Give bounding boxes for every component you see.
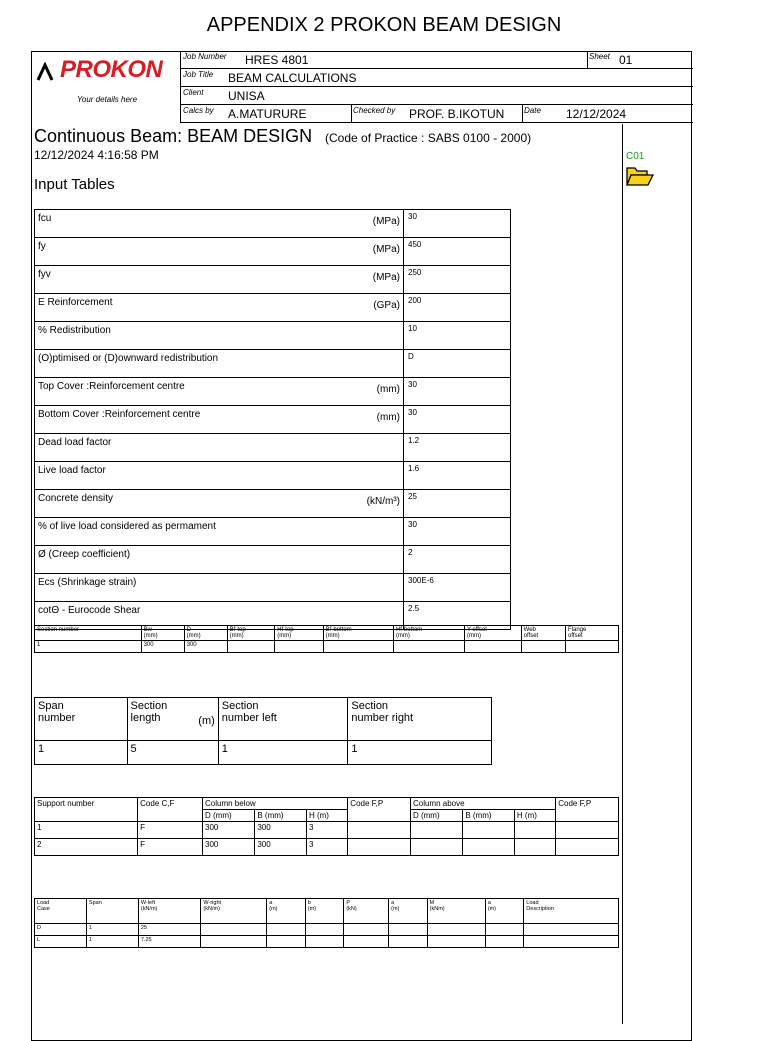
table-cell[interactable]: 300 [203,839,255,856]
column-header: Support number [35,798,138,822]
column-header [348,698,492,741]
input-label: Concrete density [38,493,114,504]
column-header [267,899,306,924]
column-header-text: length [130,712,161,724]
input-label-cell [35,546,404,574]
date: 12/12/2024 [566,107,627,121]
column-header-text: W-left [140,900,156,906]
table-cell[interactable] [344,936,389,948]
table-cell[interactable]: 3 [306,839,347,856]
calcs-row [181,105,693,123]
input-unit: (mm) [376,384,400,395]
table-cell[interactable] [389,936,428,948]
section-table [34,625,619,653]
column-header-text: Flange [568,627,587,633]
calcs-by-label: Calcs by [183,106,214,115]
table-cell[interactable] [348,822,411,839]
column-header-text: Section [221,700,259,712]
input-value[interactable]: 30 [404,378,511,406]
column-header [138,899,201,924]
table-cell[interactable]: 1 [35,741,128,765]
table-cell[interactable] [305,924,344,936]
table-cell[interactable] [485,924,524,936]
input-unit: (MPa) [372,216,400,227]
column-header-text: Section [130,700,168,712]
table-cell[interactable]: 300 [184,641,227,653]
client-label: Client [183,88,204,97]
input-label: Top Cover :Reinforcement centre [38,381,185,392]
input-label: fyv [38,269,51,280]
client-name: UNISA [228,89,265,103]
column-header [227,626,275,641]
column-header-text: (m) [487,906,496,912]
column-header [427,899,485,924]
column-header-text: (mm) [143,633,158,639]
column-header-text: Hf-bottom [395,627,423,633]
table-cell[interactable]: 1 [86,936,138,948]
input-row [35,574,511,602]
job-title: BEAM CALCULATIONS [228,71,357,85]
input-row [35,322,511,350]
input-value[interactable]: 30 [404,406,511,434]
checked-by: PROF. B.IKOTUN [409,107,505,121]
table-cell[interactable]: 1 [35,641,142,653]
column-header [184,626,227,641]
table-cell[interactable]: D [35,924,87,936]
input-label: % of live load considered as permament [38,521,216,532]
input-value[interactable]: 10 [404,322,511,350]
column-header-text: (mm) [325,633,340,639]
column-header-text: Description [526,906,554,912]
table-cell[interactable] [305,936,344,948]
table-cell[interactable]: 3 [306,822,347,839]
input-row [35,266,511,294]
span-table [34,697,492,765]
table-cell[interactable]: 300 [141,641,184,653]
date-label: Date [524,106,541,115]
input-unit: (GPa) [373,300,400,311]
column-header-text: Hf-top [277,627,294,633]
input-value[interactable]: 1.2 [404,434,511,462]
input-row [35,238,511,266]
column-header-text: D [186,627,191,633]
support-table [34,797,619,856]
input-label-cell [35,350,404,378]
column-header: H (m) [306,810,347,822]
input-label-cell [35,322,404,350]
table-cell[interactable] [464,641,521,653]
column-header-text: (mm) [229,633,244,639]
column-header-text: Web [523,627,536,633]
column-header-text: a [269,900,273,906]
table-cell[interactable]: 1 [348,741,492,765]
column-header [35,698,128,741]
input-table [34,209,511,630]
input-row [35,406,511,434]
input-label: Ecs (Shrinkage strain) [38,577,137,588]
main-title: Continuous Beam: BEAM DESIGN [34,126,313,146]
column-header: Code F,P [348,798,411,822]
table-cell[interactable] [227,641,275,653]
input-label: cotΘ - Eurocode Shear [38,605,141,616]
table-cell[interactable]: 1 [86,924,138,936]
table-cell[interactable] [485,936,524,948]
input-label: % Redistribution [38,325,111,336]
column-header-text: Bf-top [229,627,246,633]
table-cell[interactable]: 300 [255,822,307,839]
input-value[interactable]: 2 [404,546,511,574]
logo-tagline: Your details here [77,95,138,104]
input-unit: (mm) [376,412,400,423]
job-number-label: Job Number [183,52,227,61]
column-header: D (mm) [410,810,462,822]
input-value[interactable]: 1.6 [404,462,511,490]
column-header: Code F,P [556,798,619,822]
column-header-text: Load [37,900,50,906]
calcs-by: A.MATURURE [228,107,307,121]
column-header-text: (kNm) [429,906,445,912]
column-header-text: b [307,900,311,906]
column-header [389,899,428,924]
input-row [35,350,511,378]
job-title-row [181,69,693,87]
input-value[interactable]: 200 [404,294,511,322]
prokon-logo-icon [36,62,60,82]
column-header-text: (kN/m) [203,906,220,912]
input-row [35,490,511,518]
input-label-cell [35,210,404,238]
column-header: B (mm) [255,810,307,822]
code-of-practice: (Code of Practice : SABS 0100 - 2000) [325,131,532,145]
column-header [521,626,565,641]
column-header-text: (m) [391,906,400,912]
table-cell[interactable]: F [138,839,203,856]
table-cell[interactable] [393,641,464,653]
input-row [35,518,511,546]
column-header [218,698,348,741]
column-header-text: number right [351,712,414,724]
table-cell[interactable] [201,936,267,948]
table-row [35,936,619,948]
column-header-text: Bf-bottom [325,627,352,633]
input-value[interactable]: D [404,350,511,378]
input-label: fcu [38,213,52,224]
column-header [524,899,619,924]
column-header-text: (mm) [277,633,292,639]
column-header [201,899,267,924]
column-header-text: (kN) [346,906,357,912]
table-cell[interactable]: F [138,822,203,839]
column-header-text: Case [37,906,50,912]
column-header-text: (m) [307,906,317,912]
table-cell[interactable]: 300 [203,822,255,839]
column-header-text: offset [568,633,583,639]
column-header: B (mm) [463,810,515,822]
column-header-text: Span [88,900,102,906]
column-header [566,626,619,641]
column-header [485,899,524,924]
column-header-text: (mm) [186,633,201,639]
input-label-cell [35,574,404,602]
input-label-cell [35,294,404,322]
table-cell[interactable] [524,936,619,948]
column-header [35,626,142,641]
column-header-text: (mm) [466,633,481,639]
input-row [35,294,511,322]
input-label: Live load factor [38,465,106,476]
column-header: Code C,F [138,798,203,822]
table-cell[interactable] [344,924,389,936]
job-number: HRES 4801 [245,53,309,67]
input-row [35,378,511,406]
table-cell[interactable] [463,839,515,856]
input-label-cell [35,406,404,434]
column-header [344,899,389,924]
table-cell[interactable] [348,839,411,856]
table-cell[interactable] [323,641,393,653]
input-row [35,546,511,574]
side-tag: C01 [626,151,645,162]
table-cell[interactable] [389,924,428,936]
column-header-text: number [38,712,76,724]
table-cell[interactable]: 1 [35,822,138,839]
title-block [180,51,693,123]
column-header [127,698,218,741]
column-header-text: (kN/m) [140,906,158,912]
table-cell[interactable] [524,924,619,936]
input-unit: (kN/m³) [366,496,400,507]
table-row [35,641,619,653]
column-header-text: offset [523,633,539,639]
column-header [35,899,87,924]
column-header-text: number left [221,712,277,724]
sheet-label: Sheet [589,52,610,61]
column-header-text: a [391,900,395,906]
table-row [35,839,619,856]
client-row [181,87,693,105]
column-header-text: Section [351,700,389,712]
column-header: D (mm) [203,810,255,822]
input-label-cell [35,518,404,546]
input-value[interactable]: 2.5 [404,602,511,630]
input-label: Ø (Creep coefficient) [38,549,131,560]
input-value[interactable]: 30 [404,518,511,546]
page-title: APPENDIX 2 PROKON BEAM DESIGN [206,14,562,36]
column-header: H (m) [514,810,555,822]
input-label-cell [35,434,404,462]
column-header-text: W-right [203,900,222,906]
table-cell[interactable] [556,839,619,856]
table-cell[interactable] [410,822,462,839]
table-cell[interactable] [427,924,485,936]
table-row [35,924,619,936]
job-title-label: Job Title [183,70,214,79]
input-value[interactable]: 25 [404,490,511,518]
column-header-text: M [429,900,435,906]
input-label: (O)ptimised or (D)ownward redistribution [38,353,219,364]
table-cell[interactable] [521,641,565,653]
margin-divider [622,124,623,1024]
column-header-text: (m) [198,715,215,727]
table-cell[interactable]: 2 [35,839,138,856]
table-cell[interactable]: 1 [218,741,348,765]
timestamp: 12/12/2024 4:16:58 PM [34,148,159,162]
column-header: Column below [203,798,348,810]
column-header [464,626,521,641]
input-label: Dead load factor [38,437,112,448]
table-cell[interactable] [267,936,306,948]
column-header-text: P [346,900,350,906]
input-unit: (MPa) [372,272,400,283]
column-header [323,626,393,641]
sheet-number: 01 [619,53,633,67]
header-row [35,798,619,810]
table-cell[interactable]: 300 [255,839,307,856]
input-label-cell [35,462,404,490]
column-header [393,626,464,641]
column-header [86,899,138,924]
column-header-text: Load [526,900,539,906]
column-header-text: Y-offset [466,627,487,633]
input-unit: (MPa) [372,244,400,255]
table-cell[interactable] [275,641,323,653]
table-cell[interactable] [201,924,267,936]
table-cell[interactable] [463,822,515,839]
input-label-cell [35,266,404,294]
column-header [275,626,323,641]
input-row [35,434,511,462]
table-cell[interactable]: 25 [138,924,201,936]
column-header: Column above [410,798,555,810]
input-label-cell [35,238,404,266]
column-header-text: (mm) [395,633,410,639]
table-cell[interactable] [427,936,485,948]
input-label: fy [38,241,46,252]
column-header-text: (m) [269,906,278,912]
column-header [305,899,344,924]
table-cell[interactable]: L [35,936,87,948]
section-heading: Input Tables [34,176,115,193]
column-header-text: Bw [143,627,152,633]
input-row [35,210,511,238]
table-cell[interactable] [267,924,306,936]
company-logo: PROKON [60,56,163,83]
input-value[interactable]: 300E-6 [404,574,511,602]
table-cell[interactable] [556,822,619,839]
input-label-cell [35,490,404,518]
input-label-cell [35,378,404,406]
table-row [35,822,619,839]
open-folder-icon[interactable] [625,164,655,188]
column-header-text: a [487,900,491,906]
column-header-text: Section number [37,627,80,633]
job-number-row [181,51,693,69]
input-row [35,462,511,490]
input-value[interactable]: 450 [404,238,511,266]
table-cell[interactable]: 5 [127,741,218,765]
table-cell[interactable] [514,839,555,856]
checked-by-label: Checked by [353,106,396,115]
table-cell[interactable]: 7.25 [138,936,201,948]
table-cell[interactable] [566,641,619,653]
input-label: E Reinforcement [38,297,113,308]
input-label: Bottom Cover :Reinforcement centre [38,409,201,420]
column-header-text: Span [38,700,64,712]
input-value[interactable]: 30 [404,210,511,238]
table-cell[interactable] [514,822,555,839]
table-row [35,741,492,765]
table-cell[interactable] [410,839,462,856]
load-table [34,898,619,948]
column-header [141,626,184,641]
input-value[interactable]: 250 [404,266,511,294]
